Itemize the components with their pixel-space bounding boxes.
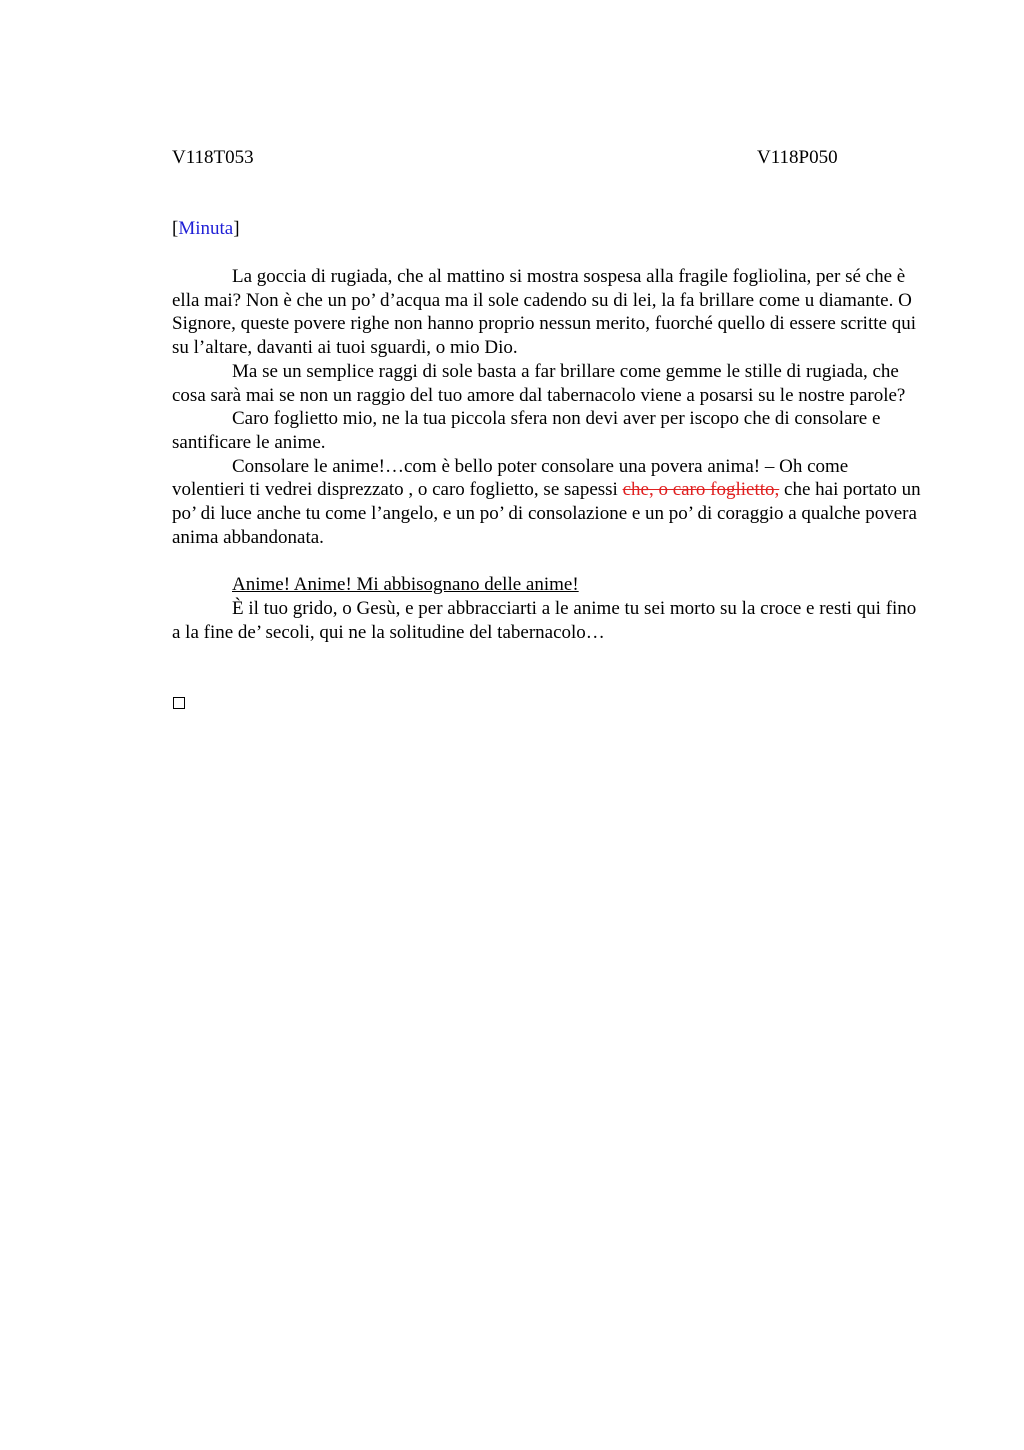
header-right-code: V118P050: [757, 147, 838, 168]
paragraph-1: La goccia di rugiada, che al mattino si mostra sospesa alla fragile fogliolina, per sé che è ella mai? Non è che un po’ d’acqua ma il sole cadendo su di lei, la fa brillare come u diamante. O Signore, queste povere righe non hanno proprio nessun merito, fuorché quello di essere scritte qui su l’altare, davanti ai tuoi sguardi, o mio Dio.: [172, 266, 916, 359]
paragraph-5: [172, 573, 924, 597]
minuta-open-bracket: [: [172, 218, 179, 239]
strikethrough-text: che, o caro foglietto,: [622, 479, 780, 501]
paragraph-3: Caro foglietto mio, ne la tua piccola sfera non devi aver per iscopo che di consolare e santificare le anime.: [172, 408, 881, 453]
underlined-exclamation: Anime! Anime! Mi abbisognano delle anime!: [232, 574, 579, 596]
document-body: [172, 265, 924, 644]
minuta-close-bracket: ]: [233, 218, 240, 239]
minuta-label: [172, 217, 240, 241]
paragraph-4: [172, 455, 924, 550]
blank-line: [172, 549, 924, 573]
header-left-code: V118T053: [172, 147, 254, 168]
paragraph-4-after: che hai portato un po’ di luce anche tu come l’angelo, e un po’ di consolazione e un po’ di coraggio a qualche povera anima abbandonata.: [172, 479, 921, 548]
paragraph-4-before: Consolare le anime!…com è bello poter consolare una povera anima! – Oh come volentieri ti vedrei disprezzato , o caro foglietto, se sapessi: [172, 455, 849, 501]
minuta-word: Minuta: [178, 218, 234, 239]
checkbox-square-icon: [173, 697, 185, 709]
paragraph-6: È il tuo grido, o Gesù, e per abbracciarti a le anime tu sei morto su la croce e resti qui fino a la fine de’ secoli, qui ne la solitudine del tabernacolo…: [172, 597, 917, 643]
paragraph-2: Ma se un semplice raggi di sole basta a far brillare come gemme le stille di rugiada, che cosa sarà mai se non un raggio del tuo amore dal tabernacolo viene a posarsi su le nostre parole?: [172, 360, 906, 406]
